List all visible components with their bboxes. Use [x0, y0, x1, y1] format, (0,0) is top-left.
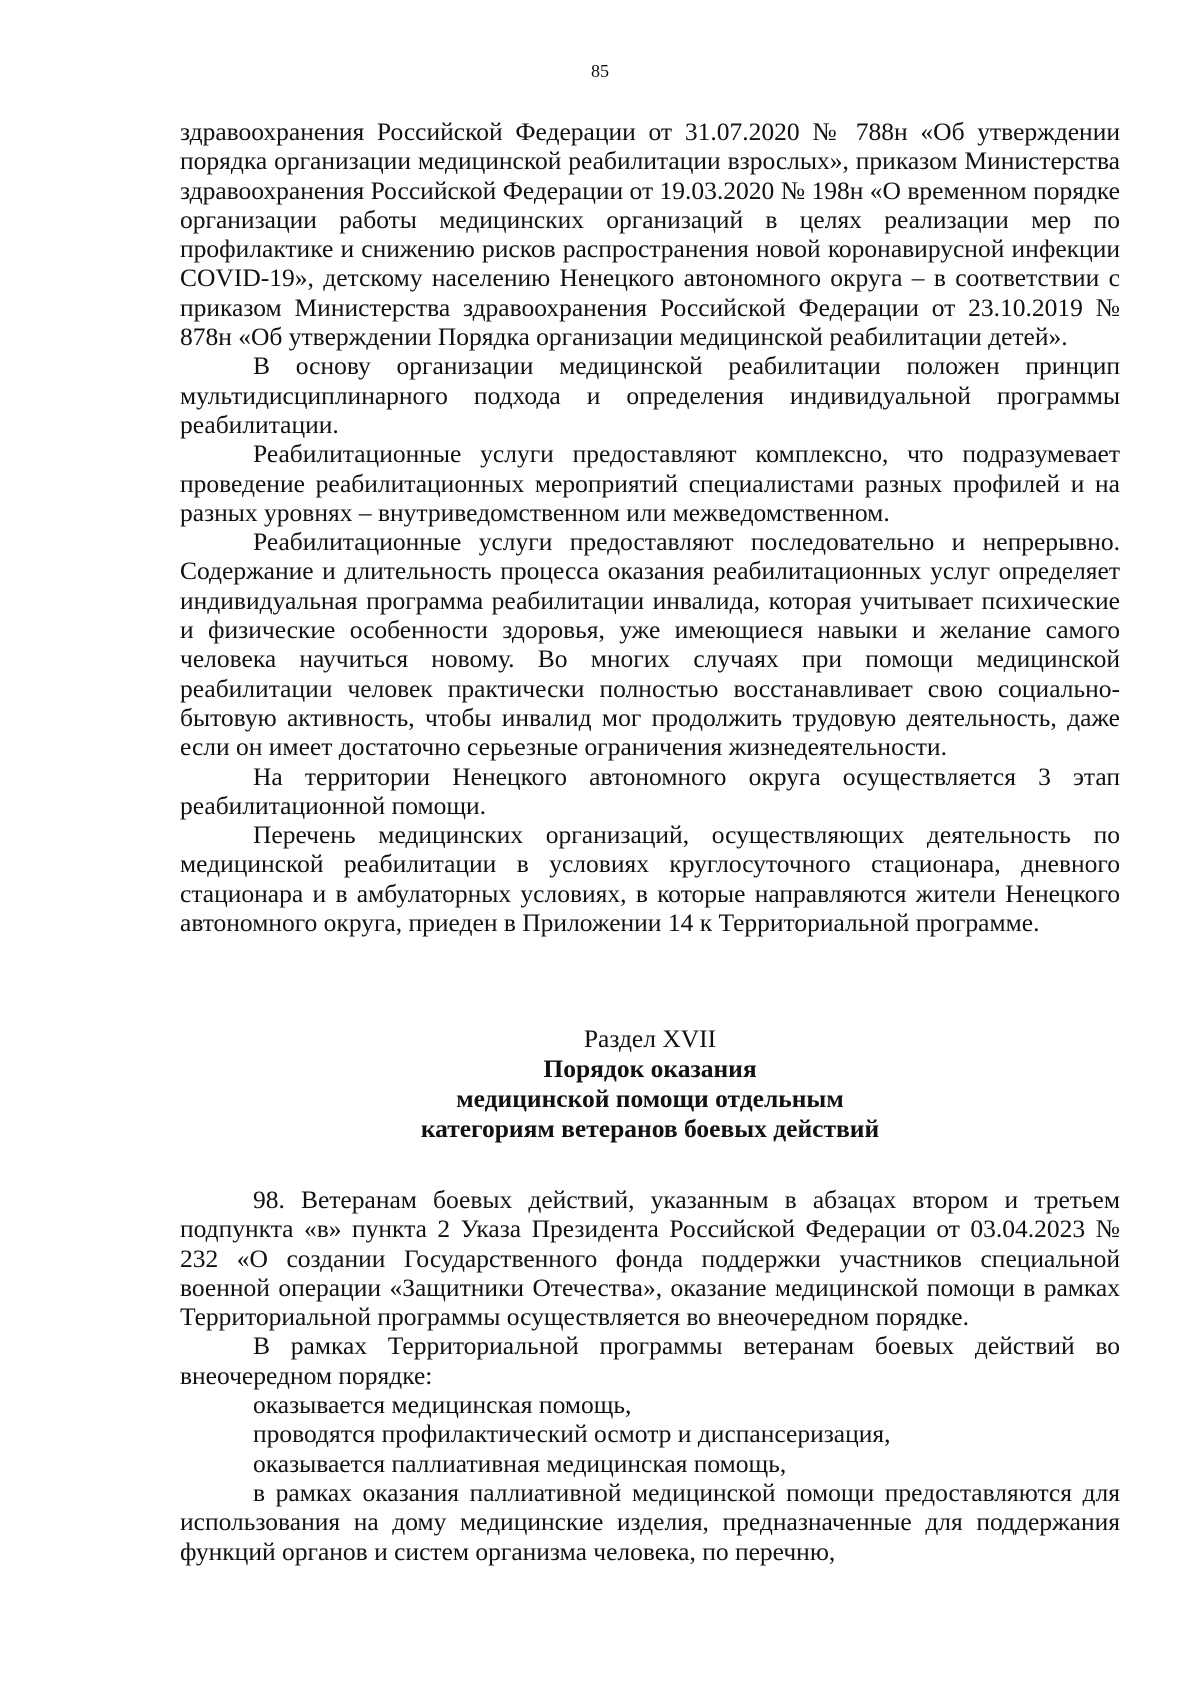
section-paragraph-1: 98. Ветеранам боевых действий, указанным в абзацах втором и третьем подпункта «в» пункта 2 Указа Президента Российской Федерации от 03.04.2023 № 232 «О создании Государственного фонда поддержки участников специальной военной операции «Защитники Отечества», оказание медицинской помощи в рамках Территориальной программы осуществляется во внеочередном порядке. [180, 1185, 1120, 1332]
body-text [180, 117, 1120, 937]
section-label: Раздел XVII [583, 1024, 717, 1053]
list-item: оказывается медицинская помощь, [253, 1390, 632, 1420]
paragraph-5: На территории Ненецкого автономного округа осуществляется 3 этап реабилитационной помощи. [180, 761, 1120, 820]
section-paragraph-2: В рамках Территориальной программы ветеранам боевых действий во внеочередном порядке: [180, 1331, 1120, 1390]
section-heading [180, 1024, 1120, 1144]
list-item: оказывается паллиативная медицинская помощь, [253, 1448, 787, 1478]
paragraph-6: Перечень медицинских организаций, осуществляющих деятельность по медицинской реабилитации в условиях круглосуточного стационара, дневного стационара и в амбулаторных условиях, в которые направляются жители Ненецкого автономного округа, приеден в Приложении 14 к Территориальной программе. [180, 820, 1120, 938]
section-body [180, 1185, 1120, 1566]
section-title-line-1: Порядок оказания [543, 1054, 757, 1083]
section-title-line-3: категориям ветеранов боевых действий [420, 1114, 880, 1143]
paragraph-4: Реабилитационные услуги предоставляют последовательно и непрерывно. Содержание и длительность процесса оказания реабилитационных услуг определяет индивидуальная программа реабилитации инвалида, которая учитывает психические и физические особенности здоровья, уже имеющиеся навыки и желание самого человека научиться новому. Во многих случаях при помощи медицинской реабилитации человек практически полностью восстанавливает свою социально-бытовую активность, чтобы инвалид мог продолжить трудовую деятельность, даже если он имеет достаточно серьезные ограничения жизнедеятельности. [180, 527, 1120, 762]
page-number: 85 [591, 61, 609, 81]
list-item: проводятся профилактический осмотр и диспансеризация, [253, 1419, 891, 1449]
paragraph-3: Реабилитационные услуги предоставляют комплексно, что подразумевает проведение реабилитационных мероприятий специалистами разных профилей и на разных уровнях – внутриведомственном или межведомственном. [180, 439, 1120, 527]
paragraph-2: В основу организации медицинской реабилитации положен принцип мультидисциплинарного подхода и определения индивидуальной программы реабилитации. [180, 351, 1120, 439]
section-title-line-2: медицинской помощи отдельным [456, 1084, 844, 1113]
section-paragraph-3: в рамках оказания паллиативной медицинской помощи предоставляются для использования на дому медицинские изделия, предназначенные для поддержания функций органов и систем организма человека, по перечню, [180, 1477, 1120, 1566]
paragraph-1: здравоохранения Российской Федерации от 31.07.2020 № 788н «Об утверждении порядка организации медицинской реабилитации взрослых», приказом Министерства здравоохранения Российской Федерации от 19.03.2020 № 198н «О временном порядке организации работы медицинских организаций в целях реализации мер по профилактике и снижению рисков распространения новой коронавирусной инфекции COVID-19», детскому населению Ненецкого автономного округа – в соответствии с приказом Министерства здравоохранения Российской Федерации от 23.10.2019 № 878н «Об утверждении Порядка организации медицинской реабилитации детей». [180, 117, 1120, 352]
